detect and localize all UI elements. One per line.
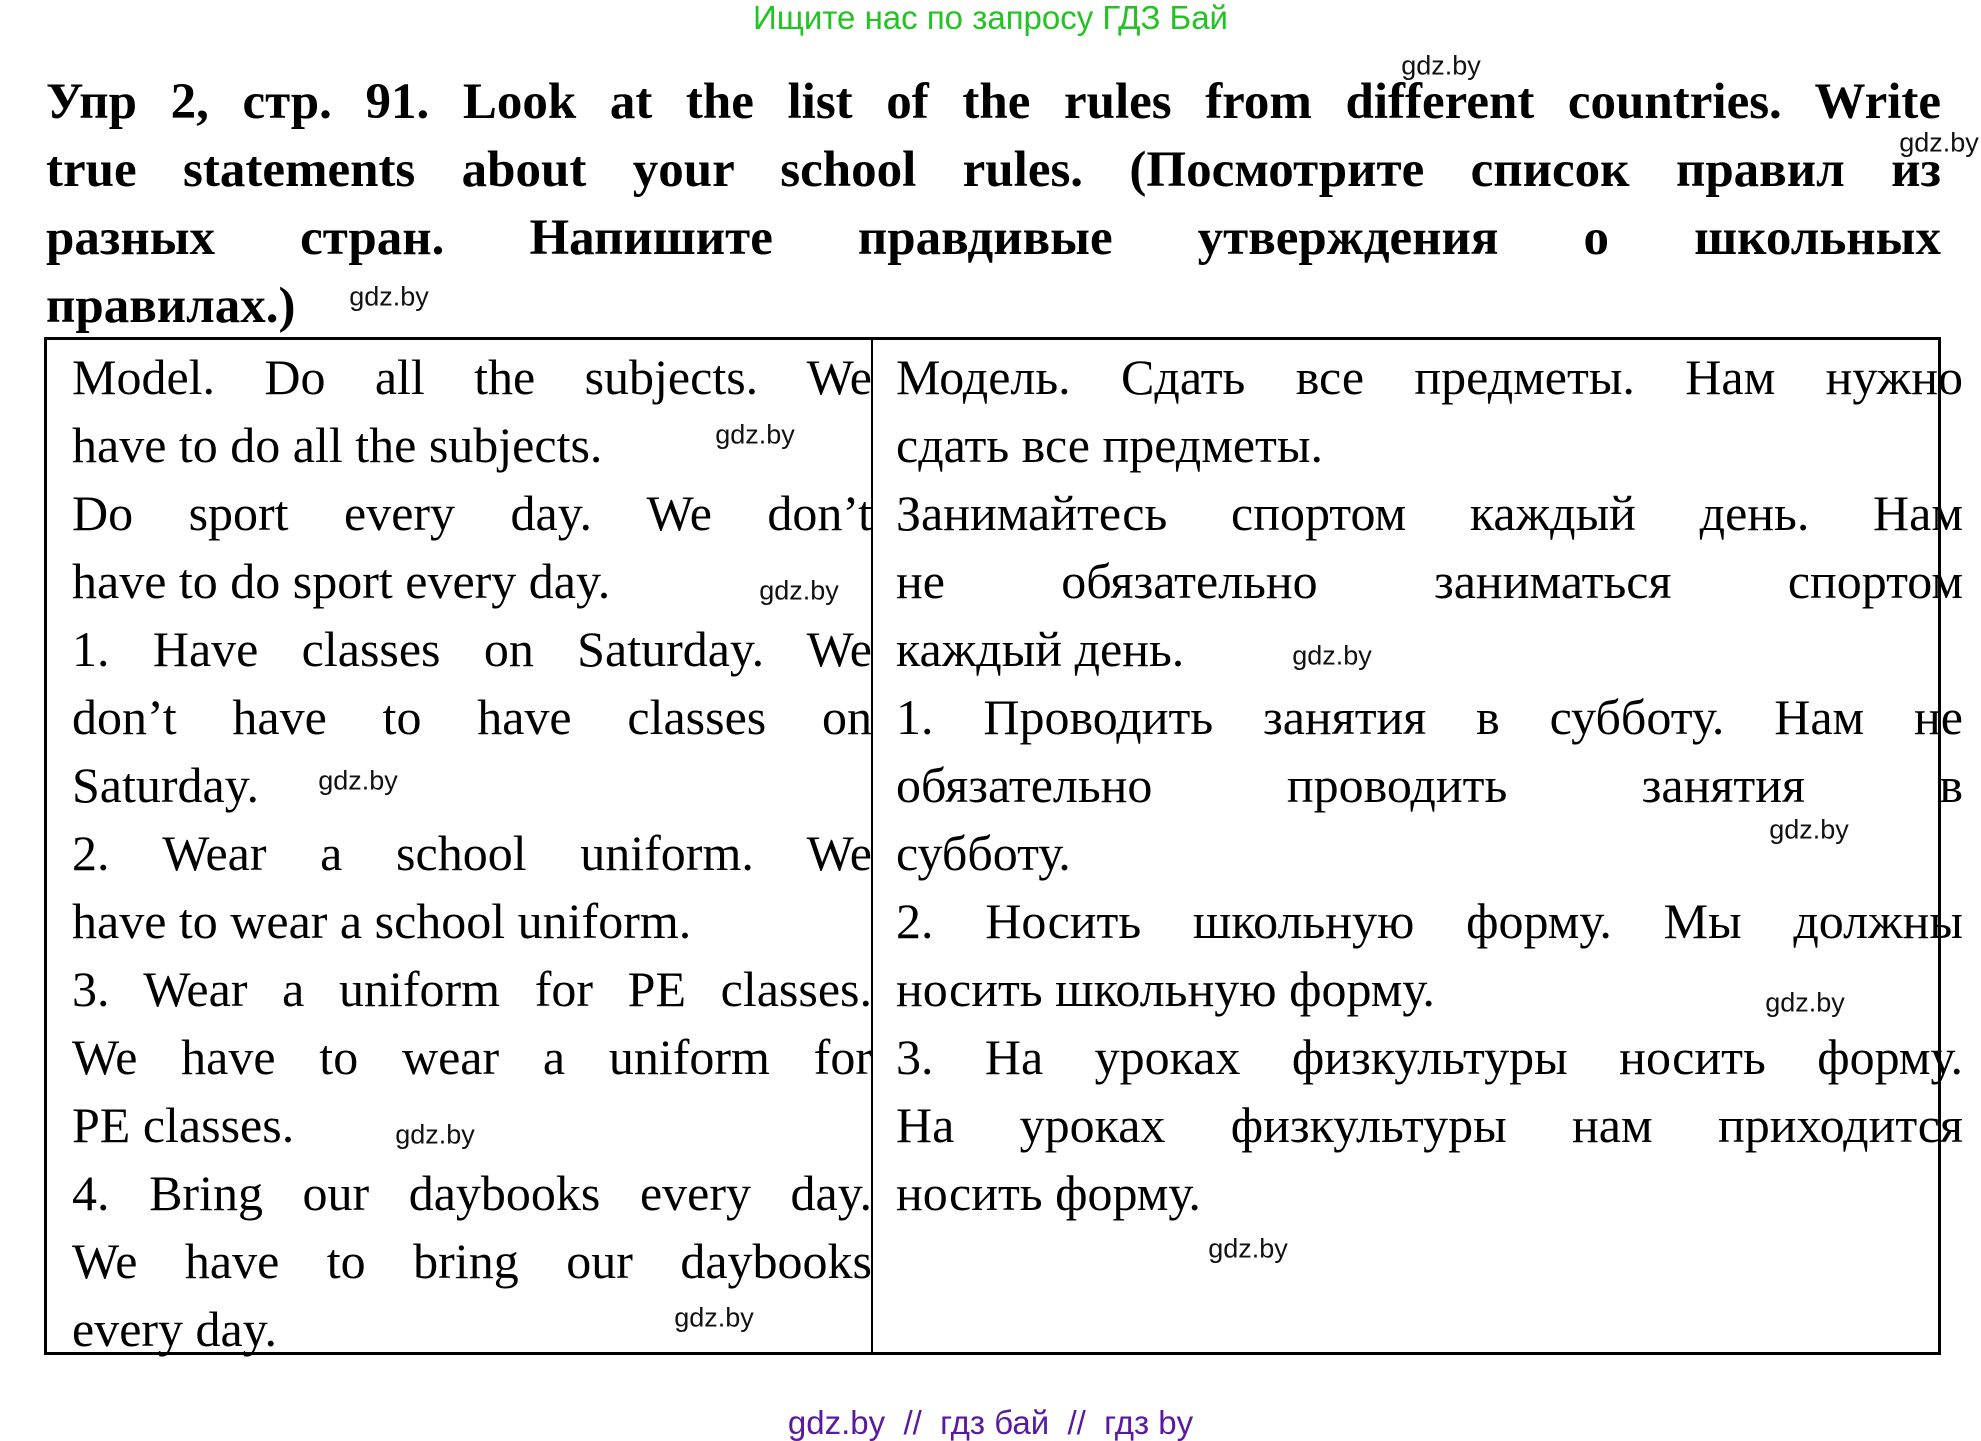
table-line: PE classes.	[72, 1097, 295, 1153]
table-line: have to wear a school uniform.	[72, 893, 692, 949]
watermark: gdz.by	[1899, 127, 1979, 158]
table-line: 1. Have classes on Saturday. We	[72, 621, 872, 677]
watermark: gdz.by	[1401, 50, 1481, 81]
table-line: have to do sport every day.	[72, 553, 611, 609]
footer-links: gdz.by // гдз бай // гдз by	[787, 1404, 1194, 1441]
table-line: Do sport every day. We don’t	[72, 485, 872, 541]
title-line: правилах.)	[46, 278, 296, 334]
table-line: Модель. Сдать все предметы. Нам нужно	[896, 349, 1963, 405]
table-line: носить школьную форму.	[896, 961, 1435, 1017]
watermark: gdz.by	[1765, 987, 1845, 1018]
title-line: Упр 2, стр. 91. Look at the list of the rules from different countries. Write	[46, 74, 1941, 130]
table-line: каждый день.	[896, 621, 1185, 677]
english-column	[72, 343, 872, 1363]
table-line: На уроках физкультуры нам приходится	[896, 1097, 1963, 1153]
table-line: don’t have to have classes on	[72, 689, 872, 745]
table-line: 4. Bring our daybooks every day.	[72, 1165, 872, 1221]
watermark: gdz.by	[674, 1302, 754, 1333]
table-line: Занимайтесь спортом каждый день. Нам	[896, 485, 1963, 541]
watermark: gdz.by	[318, 765, 398, 796]
table-line: We have to bring our daybooks	[72, 1233, 872, 1289]
table-line: 3. Wear a uniform for PE classes.	[72, 961, 872, 1017]
table-line: every day.	[72, 1301, 277, 1357]
search-hint-banner: Ищите нас по запросу ГДЗ Бай	[753, 0, 1228, 36]
russian-column	[896, 343, 1963, 1227]
table-line: have to do all the subjects.	[72, 417, 603, 473]
watermark: gdz.by	[715, 419, 795, 450]
watermark: gdz.by	[1208, 1233, 1288, 1264]
table-line: субботу.	[896, 825, 1071, 881]
table-line: 2. Wear a school uniform. We	[72, 825, 872, 881]
title-line: true statements about your school rules. (Посмотрите список правил из	[46, 142, 1941, 198]
table-line: не обязательно заниматься спортом	[896, 553, 1963, 609]
table-line: носить форму.	[896, 1165, 1201, 1221]
table-line: Model. Do all the subjects. We	[72, 349, 872, 405]
table-line: сдать все предметы.	[896, 417, 1324, 473]
title-line: разных стран. Напишите правдивые утверждения о школьных	[46, 210, 1941, 266]
answer-table	[44, 337, 1963, 1357]
watermark: gdz.by	[759, 575, 839, 606]
watermark: gdz.by	[349, 281, 429, 312]
watermark: gdz.by	[1292, 640, 1372, 671]
table-line: 1. Проводить занятия в субботу. Нам не	[896, 689, 1963, 745]
table-line: Saturday.	[72, 757, 259, 813]
table-line: обязательно проводить занятия в	[896, 757, 1963, 813]
watermark: gdz.by	[1769, 814, 1849, 845]
table-line: We have to wear a uniform for	[72, 1029, 872, 1085]
watermark: gdz.by	[395, 1119, 475, 1150]
table-line: 3. На уроках физкультуры носить форму.	[896, 1029, 1963, 1085]
table-line: 2. Носить школьную форму. Мы должны	[896, 893, 1963, 949]
exercise-title	[46, 68, 1941, 340]
